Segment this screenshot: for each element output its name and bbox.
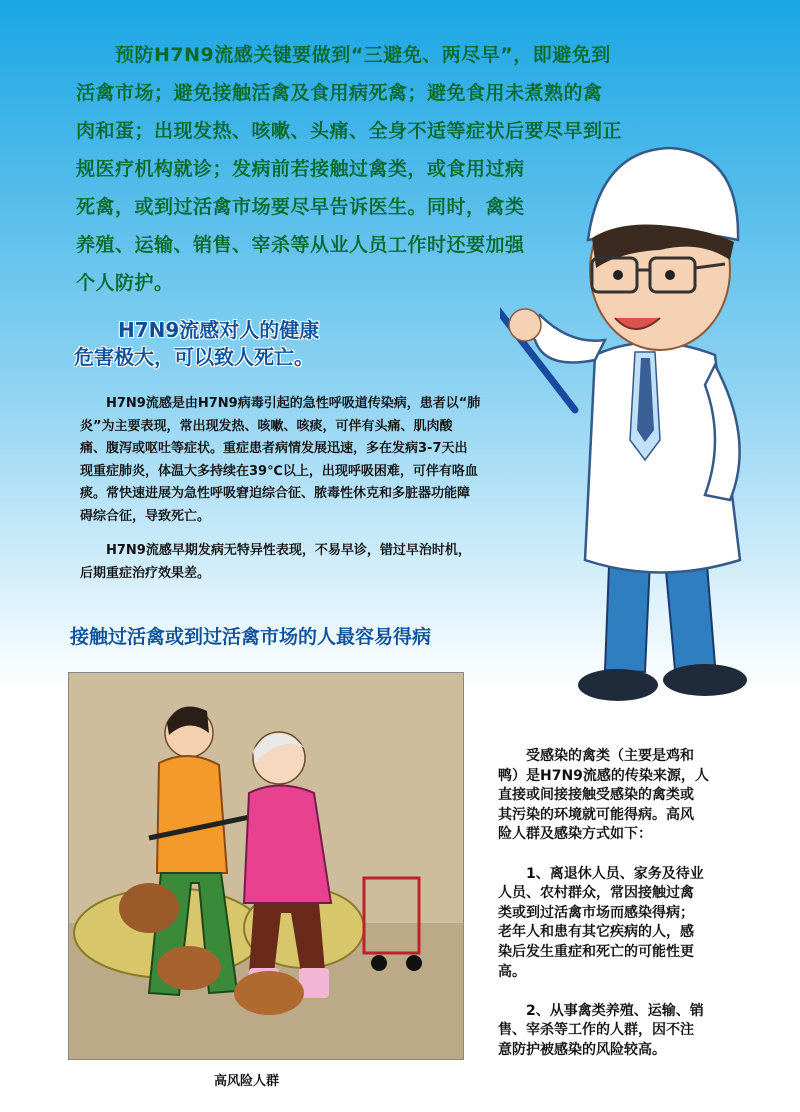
market-illustration bbox=[68, 672, 464, 1060]
body-line: 现重症肺炎，体温大多持续在39℃以上，出现呼吸困难，可伴有咯血 bbox=[80, 463, 478, 479]
high-risk-heading: 接触过活禽或到过活禽市场的人最容易得病 bbox=[70, 626, 432, 648]
health-risk-heading-line2: 危害极大，可以致人死亡。 bbox=[74, 345, 314, 369]
body-line: H7N9流感是由H7N9病毒引起的急性呼吸道传染病，患者以“肺 bbox=[80, 396, 481, 411]
body-line: 痛、腹泻或呕吐等症状。重症患者病情发展迅速，多在发病3-7天出 bbox=[80, 441, 468, 456]
intro-line: 规医疗机构就诊；发病前若接触过禽类，或食用过病 bbox=[76, 158, 525, 180]
body-line: 碍综合征，导致死亡。 bbox=[80, 508, 211, 524]
intro-line: 个人防护。 bbox=[76, 272, 174, 294]
disease-description bbox=[80, 393, 530, 585]
intro-line: 预防H7N9流感关键要做到“三避免、两尽早”，即避免到 bbox=[76, 44, 611, 66]
health-risk-heading-line1: H7N9流感对人的健康 bbox=[118, 318, 320, 342]
right-line: 受感染的禽类（主要是鸡和 bbox=[498, 748, 694, 764]
body-line: 痰。常快速进展为急性呼吸窘迫综合征、脓毒性休克和多脏器功能障 bbox=[80, 486, 471, 501]
intro-line: 死禽，或到过活禽市场要尽早告诉医生。同时，禽类 bbox=[76, 196, 525, 218]
intro-line: 肉和蛋；出现发热、咳嗽、头痛、全身不适等症状后要尽早到正 bbox=[76, 120, 623, 142]
right-line: 其污染的环境就可能得病。高风 bbox=[498, 806, 694, 823]
right-line: 人员、农村群众，常因接触过禽 bbox=[498, 885, 694, 902]
right-line: 意防护被感染的风险较高。 bbox=[498, 1041, 666, 1058]
right-line: 1、离退休人员、家务及待业 bbox=[498, 865, 704, 882]
intro-line: 活禽市场；避免接触活禽及食用病死禽；避免食用未煮熟的禽 bbox=[76, 82, 603, 104]
right-line: 险人群及感染方式如下： bbox=[498, 826, 652, 843]
body-line: 后期重症治疗效果差。 bbox=[80, 565, 211, 581]
right-line: 染后发生重症和死亡的可能性更 bbox=[498, 943, 694, 960]
doctor-illustration bbox=[500, 140, 780, 720]
right-line: 高。 bbox=[498, 963, 526, 980]
right-line: 鸭）是H7N9流感的传染来源，人 bbox=[498, 767, 709, 784]
transmission-description bbox=[498, 747, 768, 1061]
intro-line: 养殖、运输、销售、宰杀等从业人员工作时还要加强 bbox=[76, 234, 525, 256]
right-line: 类或到过活禽市场而感染得病； bbox=[498, 904, 694, 921]
right-line: 老年人和患有其它疾病的人，感 bbox=[498, 924, 694, 941]
right-line: 直接或间接接触受感染的禽类或 bbox=[498, 787, 694, 804]
body-line: H7N9流感早期发病无特异性表现，不易早诊，错过早治时机， bbox=[80, 543, 471, 558]
body-line: 炎”为主要表现，常出现发热、咳嗽、咳痰，可伴有头痛、肌肉酸 bbox=[80, 418, 453, 434]
illustration-caption: 高风险人群 bbox=[214, 1074, 280, 1089]
right-line: 售、宰杀等工作的人群，因不注 bbox=[498, 1022, 694, 1039]
right-line: 2、从事禽类养殖、运输、销 bbox=[498, 1002, 704, 1019]
